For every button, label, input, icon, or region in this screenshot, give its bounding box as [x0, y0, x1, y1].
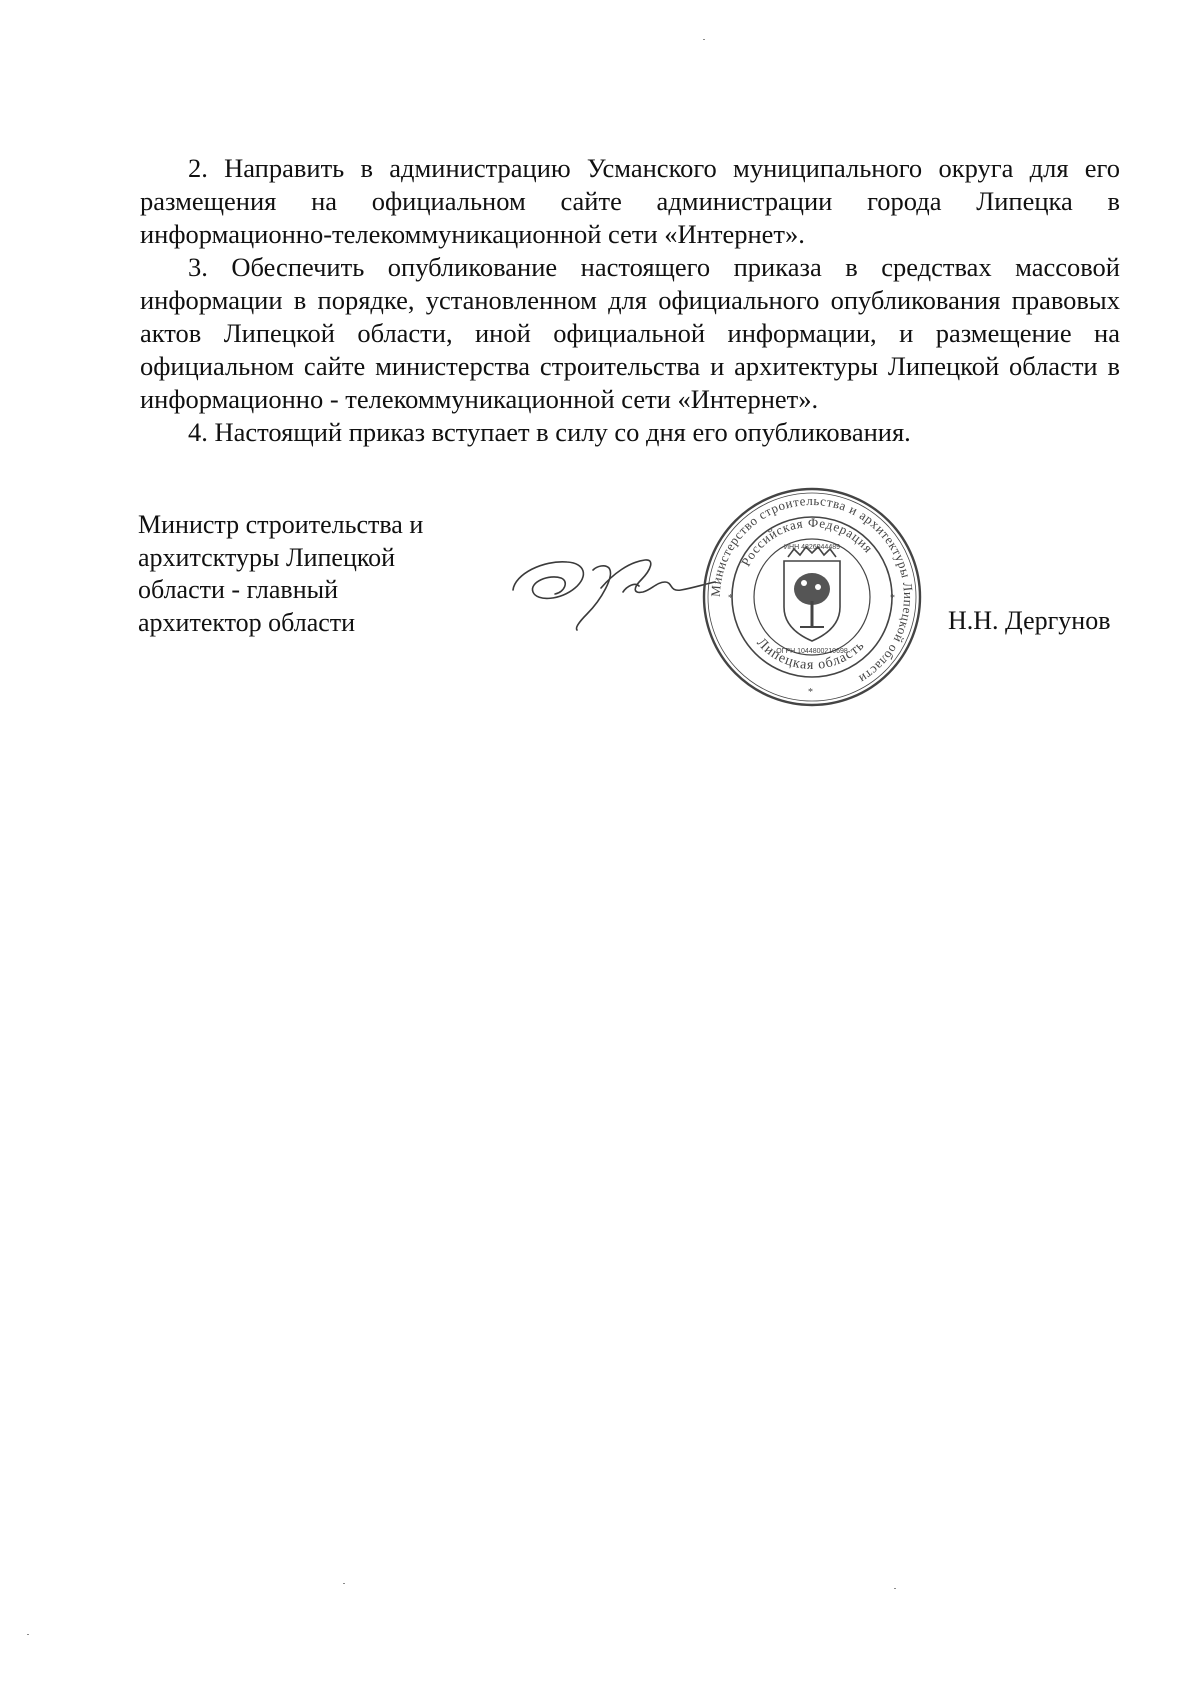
signatory-position-line: архитсктуры Липецкой: [138, 542, 396, 572]
signatory-position: [138, 509, 478, 639]
scan-speck: [703, 39, 705, 40]
scan-speck: [27, 1634, 29, 1635]
scan-speck: [894, 1588, 896, 1589]
seal-star-bottom: *: [808, 687, 813, 698]
seal-inn: ИНН 4826044489: [783, 544, 841, 551]
seal-star-right: *: [890, 593, 895, 604]
paragraph-3: 3. Обеспечить опубликование настоящего приказа в средствах массовой информации в порядке, установленном для официального опубликования правовых актов Липецкой области, иной официальной информации, и размещение на официальном сайте министерства строительства и архитектуры Липецкой области в информационно - телекоммуникационной сети «Интернет».: [140, 252, 1120, 414]
paragraph-2: 2. Направить в администрацию Усманского муниципального округа для его размещения на официальном сайте администрации города Липецка в информационно-телекоммуникационной сети «Интернет».: [140, 153, 1120, 249]
official-seal: [700, 485, 924, 709]
seal-inner-text: Российская Федерация: [737, 514, 877, 569]
signatory-position-line: Министр строительства и: [138, 510, 424, 539]
seal-ogrn: ОГРН 1044800210698: [776, 648, 848, 655]
signatory-position-line: области - главный: [138, 575, 339, 604]
coat-of-arms-icon: [784, 547, 840, 641]
seal-bottom-text: Липецкая область: [753, 635, 868, 674]
signatory-position-line: архитектор области: [138, 607, 356, 637]
seal-star-left: *: [728, 593, 733, 604]
handwritten-signature: [505, 548, 720, 648]
seal-outer-text: Министерство строительства и архитектуры Липецкой области: [707, 492, 917, 688]
signer-name: Н.Н. Дергунов: [948, 606, 1111, 635]
paragraph-4: 4. Настоящий приказ вступает в силу со дня его опубликования.: [188, 417, 911, 447]
document-body: [140, 152, 1120, 449]
scan-speck: [343, 1583, 345, 1584]
